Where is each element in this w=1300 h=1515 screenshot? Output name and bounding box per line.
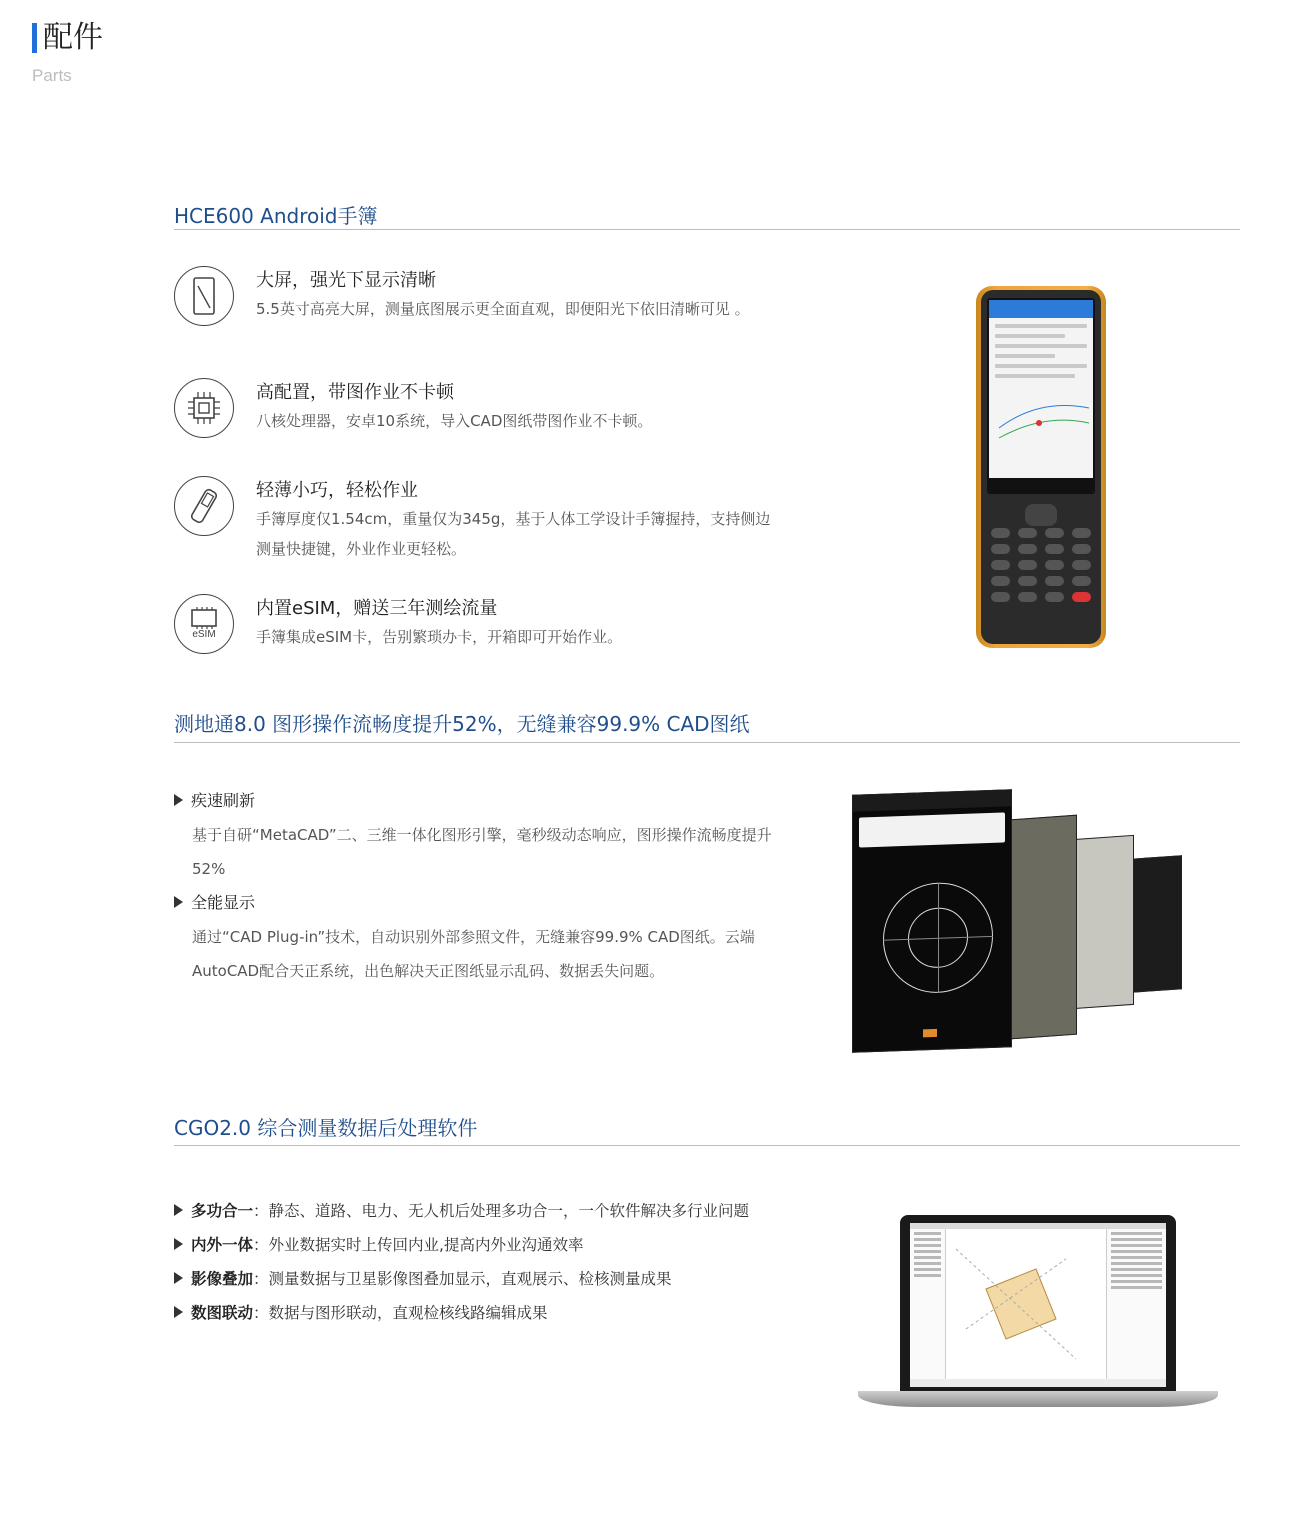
cgo-laptop-image xyxy=(858,1215,1218,1420)
triangle-bullet-icon xyxy=(174,1306,183,1318)
section-title-cedetong: 测地通8.0 图形操作流畅度提升52%，无缝兼容99.9% CAD图纸 xyxy=(174,712,750,736)
feature-title: 内置eSIM，赠送三年测绘流量 xyxy=(256,598,498,619)
device-keypad xyxy=(991,528,1091,602)
list-item: 数图联动：数据与图形联动，直观检核线路编辑成果 xyxy=(174,1296,749,1330)
triangle-bullet-icon xyxy=(174,1204,183,1216)
page-header xyxy=(32,20,103,86)
list-item: 影像叠加：测量数据与卫星影像图叠加显示，直观展示、检核测量成果 xyxy=(174,1262,749,1296)
feature-desc: 手簿厚度仅1.54cm，重量仅为345g，基于人体工学设计手簿握持，支持侧边测量快捷键，外业作业更轻松。 xyxy=(256,510,771,558)
triangle-bullet-icon xyxy=(174,1238,183,1250)
esim-icon-label: eSIM xyxy=(192,629,216,640)
feature-title: 高配置，带图作业不卡顿 xyxy=(256,382,454,403)
laptop-screen xyxy=(910,1223,1166,1387)
cpu-chip-icon xyxy=(174,378,234,438)
list-item-body: 通过“CAD Plug-in”技术，自动识别外部参照文件，无缝兼容99.9% CAD图纸。云端AutoCAD配合天正系统，出色解决天正图纸显示乱码、数据丢失问题。 xyxy=(192,928,755,980)
feature-desc: 八核处理器，安卓10系统，导入CAD图纸带图作业不卡顿。 xyxy=(256,412,653,430)
feature-title: 轻薄小巧，轻松作业 xyxy=(256,480,418,501)
list-item: 多功合一：静态、道路、电力、无人机后处理多功合一，一个软件解决多行业问题 xyxy=(174,1194,749,1228)
page-title xyxy=(32,20,103,56)
cedetong-screens-image xyxy=(852,792,1187,1054)
device-screen xyxy=(987,298,1095,494)
triangle-bullet-icon xyxy=(174,896,183,908)
laptop-base xyxy=(858,1391,1218,1407)
list-item: 内外一体：外业数据实时上传回内业,提高内外业沟通效率 xyxy=(174,1228,749,1262)
device-dpad xyxy=(1025,504,1057,526)
page-title-text: 配件 xyxy=(43,20,103,55)
laptop-lid xyxy=(900,1215,1176,1393)
feature-desc: 手簿集成eSIM卡，告别繁琐办卡，开箱即可开始作业。 xyxy=(256,628,623,646)
hce600-device-image xyxy=(976,286,1106,648)
section-divider xyxy=(174,1145,1240,1146)
device-body xyxy=(981,290,1101,644)
page-subtitle: Parts xyxy=(32,66,72,85)
section-title-cgo: CGO2.0 综合测量数据后处理软件 xyxy=(174,1116,478,1140)
triangle-bullet-icon xyxy=(174,794,183,806)
esim-icon xyxy=(174,594,234,654)
section-divider xyxy=(174,742,1240,743)
list-item-head: 疾速刷新 xyxy=(174,784,774,818)
cgo-feature-list xyxy=(174,1194,749,1330)
phone-screen-icon xyxy=(174,266,234,326)
section-title-hce600: HCE600 Android手簿 xyxy=(174,204,378,228)
title-accent-bar xyxy=(32,23,37,53)
list-item-head: 全能显示 xyxy=(174,886,774,920)
list-item-body: 基于自研“MetaCAD”二、三维一体化图形引擎，毫秒级动态响应，图形操作流畅度提升52% xyxy=(192,826,772,878)
cedetong-feature-list xyxy=(174,784,774,988)
feature-desc: 5.5英寸高亮大屏，测量底图展示更全面直观，即便阳光下依旧清晰可见 。 xyxy=(256,300,750,318)
triangle-bullet-icon xyxy=(174,1272,183,1284)
slim-device-icon xyxy=(174,476,234,536)
section-divider xyxy=(174,229,1240,230)
app-screen-main xyxy=(852,789,1012,1053)
feature-title: 大屏，强光下显示清晰 xyxy=(256,270,436,291)
